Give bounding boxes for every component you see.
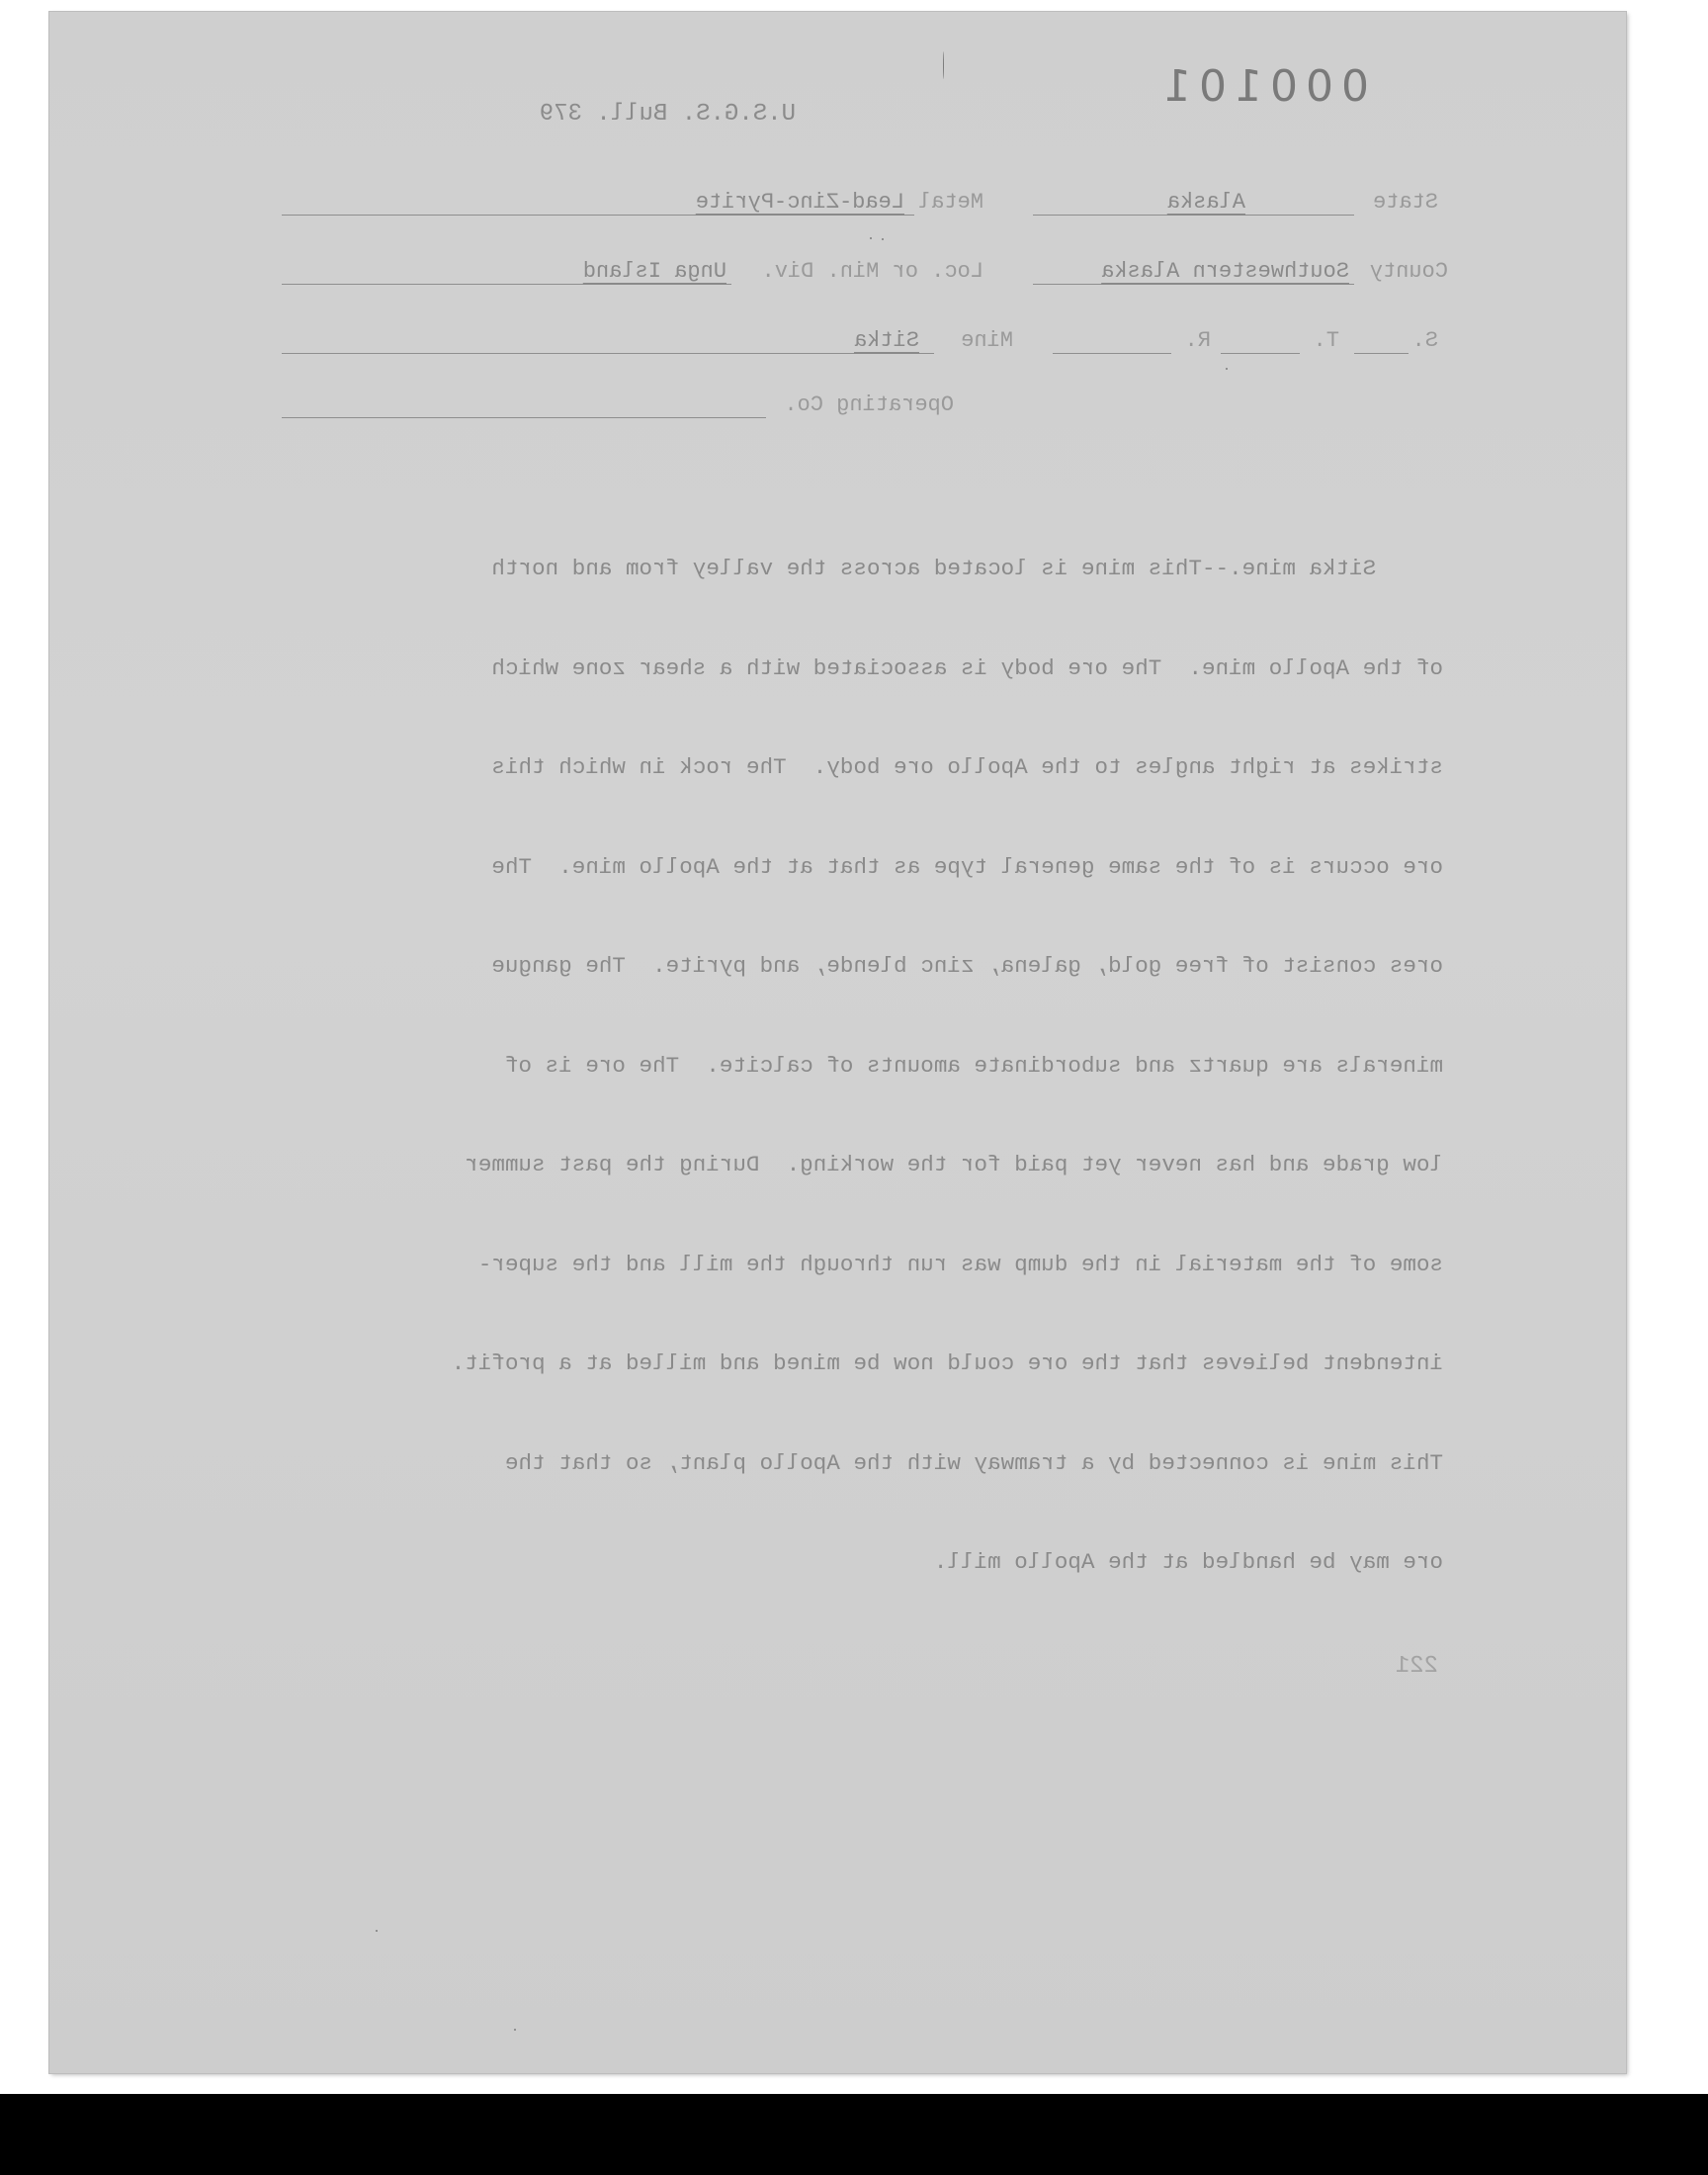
- s-label: S.: [1411, 328, 1438, 353]
- loc-label: Loc. or Min. Div.: [761, 259, 983, 284]
- county-value: Southwestern Alaska: [1101, 259, 1349, 284]
- document-id-stamp: 000101: [1155, 61, 1369, 112]
- page-number: 221: [1395, 1653, 1438, 1680]
- state-label: State: [1372, 190, 1438, 215]
- mirrored-bleed-through-layer: [49, 12, 1626, 2073]
- body-line: ore occurs is of the same general type as that at the Apollo mine. The: [491, 853, 1443, 880]
- county-label: County: [1369, 259, 1448, 284]
- scan-speck: [1226, 368, 1228, 370]
- operating-co-label: Operating Co.: [784, 392, 954, 417]
- reference-citation: U.S.G.S. Bull. 379: [539, 101, 796, 128]
- body-line: of the Apollo mine. The ore body is associated with a shear zone which: [491, 654, 1443, 681]
- body-line: ores consist of free gold, galena, zinc blende, and pyrite. The gangue: [491, 953, 1443, 979]
- r-label: R.: [1184, 328, 1211, 353]
- document-page: [49, 12, 1626, 2073]
- metal-label: Metal: [917, 190, 983, 215]
- body-line: This mine is connected by a tramway with the Apollo plant, so that the: [504, 1449, 1443, 1476]
- scan-speck: [882, 238, 884, 240]
- body-line: intendent believes that the ore could now be mined and milled at a profit.: [451, 1350, 1443, 1376]
- mine-value: Sitka: [853, 328, 919, 353]
- scan-speck: [870, 237, 872, 239]
- scan-speck: [514, 2029, 516, 2031]
- body-line: Sitka mine.--This mine is located across the valley from and north: [491, 556, 1443, 581]
- body-line: low grade and has never yet paid for the working. During the past summer: [465, 1152, 1443, 1177]
- body-text-block: [452, 486, 1443, 1646]
- body-line: some of the material in the dump was run through the mill and the super-: [477, 1251, 1443, 1277]
- body-line: ore may be handled at the Apollo mill.: [933, 1549, 1443, 1575]
- scan-speck: [376, 1930, 378, 1932]
- t-label: T.: [1313, 328, 1339, 353]
- metal-value: Lead-Zinc-Pyrite: [695, 190, 904, 215]
- body-line: strikes at right angles to the Apollo ore body. The rock in which this: [491, 754, 1443, 780]
- state-value: Alaska: [1166, 190, 1245, 215]
- mine-label: Mine: [961, 328, 1013, 353]
- loc-value: Unga Island: [582, 259, 726, 284]
- scanner-black-border: [0, 2094, 1708, 2175]
- scan-speck: [943, 51, 944, 79]
- body-line: minerals are quartz and subordinate amounts of calcite. The ore is of: [504, 1052, 1443, 1079]
